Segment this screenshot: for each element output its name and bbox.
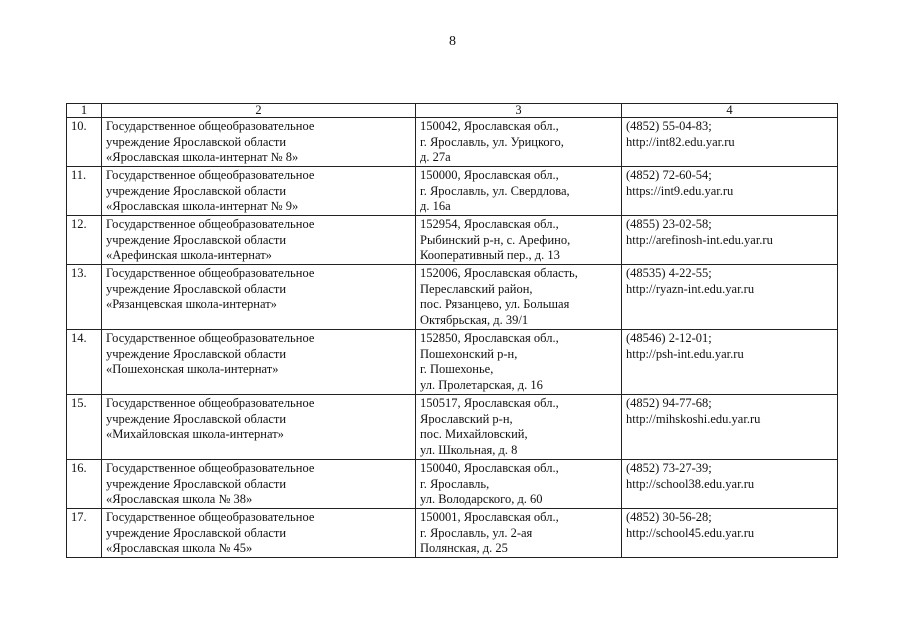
row-number: 15. xyxy=(67,395,102,460)
address-line: д. 27а xyxy=(420,150,451,164)
institution-name-line: учреждение Ярославской области xyxy=(106,183,287,198)
institution-name-cell xyxy=(102,216,416,265)
institution-name-cell xyxy=(102,330,416,395)
table-row xyxy=(67,265,838,330)
institution-name-cell xyxy=(102,460,416,509)
address-line: 150001, Ярославская обл., xyxy=(420,510,559,524)
address-line: Октябрьская, д. 39/1 xyxy=(420,312,529,327)
institution-name-line: Государственное общеобразовательное xyxy=(106,461,315,475)
address-cell xyxy=(416,118,622,167)
institution-name-line: учреждение Ярославской области xyxy=(106,411,287,426)
phone-text: (4852) 94-77-68; xyxy=(626,396,712,410)
address-line: д. 16а xyxy=(420,199,451,213)
row-number: 13. xyxy=(67,265,102,330)
address-line: г. Ярославль, ул. Свердлова, xyxy=(420,183,570,198)
institution-name-line: учреждение Ярославской области xyxy=(106,281,287,296)
institution-name-line: «Пошехонская школа-интернат» xyxy=(106,362,279,376)
website-text: http://ryazn-int.edu.yar.ru xyxy=(626,281,755,296)
address-cell xyxy=(416,330,622,395)
column-header: 1 xyxy=(67,104,102,118)
institution-name-line: «Ярославская школа № 45» xyxy=(106,541,253,555)
table-row xyxy=(67,509,838,558)
row-number: 11. xyxy=(67,167,102,216)
institution-name-cell xyxy=(102,395,416,460)
phone-text: (4852) 55-04-83; xyxy=(626,119,712,133)
institution-name-line: учреждение Ярославской области xyxy=(106,134,287,149)
row-number: 10. xyxy=(67,118,102,167)
address-line: Рыбинский р-н, с. Арефино, xyxy=(420,232,571,247)
phone-text: (4852) 72-60-54; xyxy=(626,168,712,182)
institution-name-line: учреждение Ярославской области xyxy=(106,232,287,247)
institution-name-line: «Рязанцевская школа-интернат» xyxy=(106,297,277,311)
institution-name-cell xyxy=(102,265,416,330)
address-line: 150517, Ярославская обл., xyxy=(420,396,559,410)
table-row xyxy=(67,395,838,460)
address-cell xyxy=(416,395,622,460)
table-row xyxy=(67,167,838,216)
address-line: пос. Михайловский, xyxy=(420,427,528,441)
address-line: 150042, Ярославская обл., xyxy=(420,119,559,133)
address-cell xyxy=(416,509,622,558)
address-cell xyxy=(416,265,622,330)
institution-name-line: Государственное общеобразовательное xyxy=(106,119,315,133)
row-number: 12. xyxy=(67,216,102,265)
institution-name-line: «Ярославская школа № 38» xyxy=(106,492,253,506)
institution-name-line: Государственное общеобразовательное xyxy=(106,217,315,231)
address-line: ул. Володарского, д. 60 xyxy=(420,492,543,506)
row-number: 16. xyxy=(67,460,102,509)
column-header: 4 xyxy=(622,104,838,118)
institution-name-line: учреждение Ярославской области xyxy=(106,476,287,491)
contacts-cell xyxy=(622,330,838,395)
phone-text: (48546) 2-12-01; xyxy=(626,331,712,345)
schools-table xyxy=(66,103,838,558)
institution-name-cell xyxy=(102,167,416,216)
institution-name-line: Государственное общеобразовательное xyxy=(106,266,315,280)
table-row xyxy=(67,216,838,265)
institution-name-cell xyxy=(102,118,416,167)
address-line: г. Пошехонье, xyxy=(420,362,494,376)
website-text: https://int9.edu.yar.ru xyxy=(626,183,734,198)
address-line: Полянская, д. 25 xyxy=(420,541,508,555)
phone-text: (4852) 30-56-28; xyxy=(626,510,712,524)
institution-name-line: учреждение Ярославской области xyxy=(106,346,287,361)
row-number: 17. xyxy=(67,509,102,558)
contacts-cell xyxy=(622,509,838,558)
contacts-cell xyxy=(622,167,838,216)
address-line: пос. Рязанцево, ул. Большая xyxy=(420,297,570,311)
column-header: 2 xyxy=(102,104,416,118)
institution-name-line: Государственное общеобразовательное xyxy=(106,396,315,410)
address-line: Переславский район, xyxy=(420,281,533,296)
website-text: http://school38.edu.yar.ru xyxy=(626,476,755,491)
address-line: г. Ярославль, ул. Урицкого, xyxy=(420,134,564,149)
website-text: http://school45.edu.yar.ru xyxy=(626,525,755,540)
page-number: 8 xyxy=(449,34,456,49)
address-line: 152954, Ярославская обл., xyxy=(420,217,559,231)
website-text: http://mihskoshi.edu.yar.ru xyxy=(626,411,761,426)
institution-name-cell xyxy=(102,509,416,558)
address-line: 150040, Ярославская обл., xyxy=(420,461,559,475)
contacts-cell xyxy=(622,460,838,509)
column-header: 3 xyxy=(416,104,622,118)
phone-text: (4852) 73-27-39; xyxy=(626,461,712,475)
institution-name-line: Государственное общеобразовательное xyxy=(106,510,315,524)
address-line: Кооперативный пер., д. 13 xyxy=(420,248,560,262)
address-cell xyxy=(416,460,622,509)
table-row xyxy=(67,460,838,509)
address-line: Ярославский р-н, xyxy=(420,411,513,426)
address-line: ул. Пролетарская, д. 16 xyxy=(420,377,543,392)
contacts-cell xyxy=(622,395,838,460)
table-row xyxy=(67,118,838,167)
phone-text: (4855) 23-02-58; xyxy=(626,217,712,231)
phone-text: (48535) 4-22-55; xyxy=(626,266,712,280)
institution-name-line: учреждение Ярославской области xyxy=(106,525,287,540)
institution-name-line: «Ярославская школа-интернат № 8» xyxy=(106,150,299,164)
address-line: 150000, Ярославская обл., xyxy=(420,168,559,182)
institution-name-line: «Ярославская школа-интернат № 9» xyxy=(106,199,299,213)
website-text: http://psh-int.edu.yar.ru xyxy=(626,346,744,361)
address-line: г. Ярославль, ул. 2-ая xyxy=(420,525,533,540)
row-number: 14. xyxy=(67,330,102,395)
address-line: ул. Школьная, д. 8 xyxy=(420,442,518,457)
contacts-cell xyxy=(622,265,838,330)
institution-name-line: Государственное общеобразовательное xyxy=(106,168,315,182)
address-line: 152006, Ярославская область, xyxy=(420,266,578,280)
address-line: г. Ярославль, xyxy=(420,476,490,491)
address-cell xyxy=(416,167,622,216)
institution-name-line: «Михайловская школа-интернат» xyxy=(106,427,284,441)
website-text: http://int82.edu.yar.ru xyxy=(626,134,735,149)
table-row xyxy=(67,330,838,395)
address-line: 152850, Ярославская обл., xyxy=(420,331,559,345)
address-cell xyxy=(416,216,622,265)
address-line: Пошехонский р-н, xyxy=(420,346,518,361)
table-header-row xyxy=(67,104,838,118)
institution-name-line: Государственное общеобразовательное xyxy=(106,331,315,345)
website-text: http://arefinosh-int.edu.yar.ru xyxy=(626,232,773,247)
institution-name-line: «Арефинская школа-интернат» xyxy=(106,248,272,262)
contacts-cell xyxy=(622,118,838,167)
contacts-cell xyxy=(622,216,838,265)
